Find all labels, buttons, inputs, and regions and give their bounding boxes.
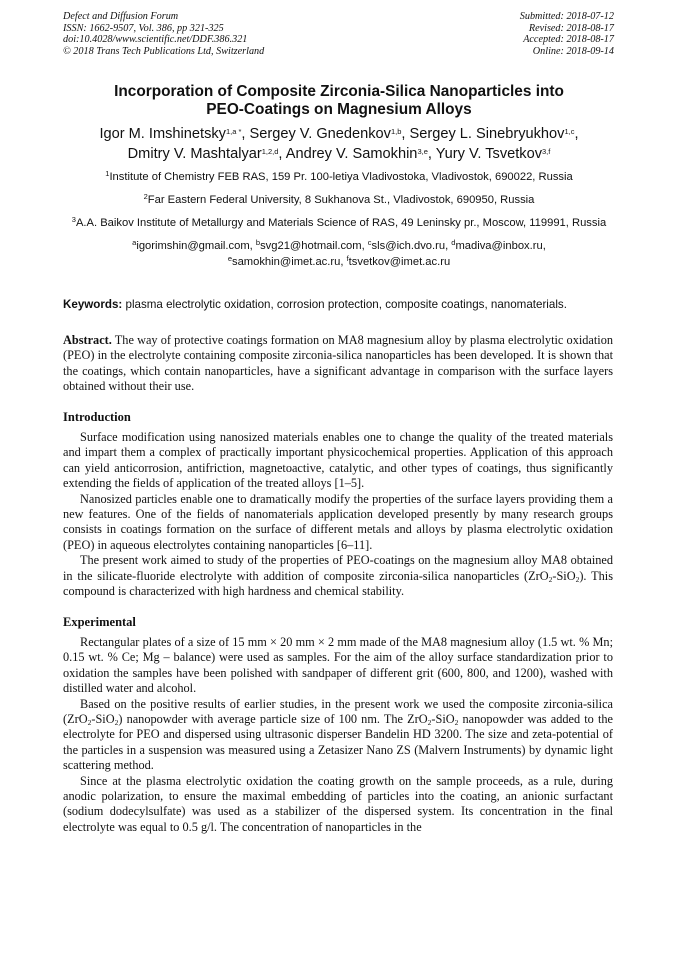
affiliation-mark: 2 [143,192,148,201]
affiliation-mark: 1 [105,169,110,178]
text-run: nanopowder was added to the electrolyte for PEO and dispersed using ultrasonic disperser Bandelin HD 3200. The size and zeta-potential of the particles in a suspension was measured using a Zetasizer Nano ZS (Malvern Instruments) by dynamic light scattering method. [63,711,613,773]
author-affiliation-mark: 1,b [390,127,402,136]
keywords-text: plasma electrolytic oxidation, corrosion protection, composite coatings, nanomaterials. [122,298,567,311]
author-separator: , [241,126,250,142]
abstract [63,333,613,395]
subscript: 2 [454,717,459,727]
email: madiva@inbox.ru, [455,240,546,252]
subscript: 2 [548,574,553,584]
paragraph: Nanosized particles enable one to dramatically modify the properties of the surface layers providing them a new features. One of the fields of nanomaterials application developed presently by many research groups consists in coatings formation on the surface of different metals and alloys by plasma electrolytic oxidation (PEO) in aqueous electrolytes containing nanoparticles [6–11]. [63,491,613,552]
title-line: PEO-Coatings on Magnesium Alloys [206,101,472,118]
date-online: Online: 2018-09-14 [532,45,614,57]
subscript: 2 [427,717,432,727]
author-emails [60,238,618,270]
author-separator: , [427,146,436,162]
submission-dates [520,11,614,57]
email-mark: d [451,238,456,247]
email: igorimshin@gmail.com, [136,240,256,252]
subscript: 2 [87,717,92,727]
email-mark: f [346,254,349,263]
author-affiliation-mark: 1,c [564,127,575,136]
author-name: Dmitry V. Mashtalyar [127,146,262,162]
author-name: Andrey V. Samokhin [285,146,418,162]
email: samokhin@imet.ac.ru, [231,256,347,268]
title-line: Incorporation of Composite Zirconia-Silica Nanoparticles into [114,83,564,100]
text-run: The present work aimed to study of the properties of PEO-coatings on the magnesium alloy MA8 obtained in the silicate-fluoride electrolyte with addition of composite zirconia-silica nanoparticles (ZrO [63,553,613,583]
keywords-label: Keywords: [63,298,123,311]
journal-doi: doi:10.4028/www.scientific.net/DDF.386.321 [63,34,248,46]
date-revised: Revised: 2018-08-17 [528,22,614,34]
email-mark: e [227,254,232,263]
text-run: ). This compound is characterized with high hardness and chemical stability. [63,568,613,599]
affiliation-text: Far Eastern Federal University, 8 Sukhanova St., Vladivostok, 690950, Russia [147,194,535,206]
paper-body [63,333,613,835]
email: svg21@hotmail.com, [260,240,368,252]
author-name: Sergey L. Sinebryukhov [409,126,565,142]
author-affiliation-mark: 3,f [542,147,551,156]
date-submitted: Submitted: 2018-07-12 [519,11,614,22]
section-heading-introduction: Introduction [63,409,131,424]
author-affiliation-mark: 3,e [417,147,428,156]
subscript: 2 [575,574,580,584]
author-list [40,124,638,164]
affiliation [60,169,618,185]
affiliations [60,169,618,277]
affiliation-mark: 3 [71,215,76,224]
abstract-text: The way of protective coatings formation on MA8 magnesium alloy by plasma electrolytic oxidation (PEO) in the electrolyte containing composite zirconia-silica nanoparticles has been developed. It is shown that the coatings, which contain nanoparticles, have a significant advantage in comparison with the surface layers obtained without their use. [63,333,613,394]
author-separator: , [278,146,286,162]
journal-name: Defect and Diffusion Forum [63,11,179,22]
email: tsvetkov@imet.ac.ru [348,256,451,268]
paragraph: Surface modification using nanosized materials enables one to change the quality of the treated materials and impart them a complex of practically important physicochemical properties. Application of this approach can yield anticorrosion, antifriction, magnetoactive, catalytic, and other types of coatings, thus significantly extending the fields of application of the treated alloys [1–5]. [63,430,613,491]
affiliation [60,215,618,231]
author-name: Sergey V. Gnedenkov [249,126,391,142]
text-run: ) nanopowder with average particle size of 100 nm. The ZrO [118,711,428,726]
email: sls@ich.dvo.ru, [371,240,452,252]
paragraph: Rectangular plates of a size of 15 mm × 20 mm × 2 mm made of the MA8 magnesium alloy (1.5 wt. % Mn; 0.15 wt. % Ce; Mg – balance) were used as samples. For the aim of the alloy surface standardization prior to oxidation the samples have been polished with sandpaper of different grit (600, 800, and 1200), washed with distilled water and alcohol. [63,634,613,696]
date-accepted: Accepted: 2018-08-17 [523,34,614,46]
paragraph [63,697,613,774]
text-run: -SiO [91,711,115,726]
journal-issn: ISSN: 1662-9507, Vol. 386, pp 321-325 [63,22,224,34]
affiliation-text: Institute of Chemistry FEB RAS, 159 Pr. 100-letiya Vladivostoka, Vladivostok, 690022, Russia [109,171,573,183]
section-heading-experimental: Experimental [63,614,136,629]
affiliation-text: A.A. Baikov Institute of Metallurgy and Materials Science of RAS, 49 Leninsky pr., Moscow, 119991, Russia [75,217,607,229]
affiliation [60,192,618,208]
author-affiliation-mark: 1,a * [225,127,242,136]
journal-info [63,11,264,57]
author-name: Igor M. Imshinetsky [99,126,226,142]
author-separator: , [574,126,579,142]
text-run: -SiO [552,568,576,583]
author-name: Yury V. Tsvetkov [435,146,543,162]
abstract-label: Abstract. [63,333,112,347]
paper-title [40,83,638,119]
keywords [63,297,623,312]
email-mark: a [132,238,137,247]
email-mark: b [255,238,261,247]
author-line-2 [40,144,638,164]
subscript: 2 [114,717,119,727]
author-separator: , [401,126,410,142]
journal-copyright: © 2018 Trans Tech Publications Ltd, Switzerland [63,45,265,57]
author-line-1 [40,124,638,144]
author-affiliation-mark: 1,2,d [261,147,279,156]
text-run: -SiO [431,711,455,726]
text-run: Based on the positive results of earlier studies, in the present work we used the composite zirconia-silica (ZrO [63,696,613,726]
email-mark: c [367,238,372,247]
paragraph: Since at the plasma electrolytic oxidation the coating growth on the sample proceeds, as a rule, during anodic polarization, to ensure the maximal embedding of particles into the coating, an anionic surfactant (sodium dodecylsulfate) was used as a stabilizer of the dispersed system. Its concentration in the final electrolyte was equal to 0.5 g/l. The concentration of nanoparticles in the [63,773,613,834]
paragraph [63,553,613,599]
